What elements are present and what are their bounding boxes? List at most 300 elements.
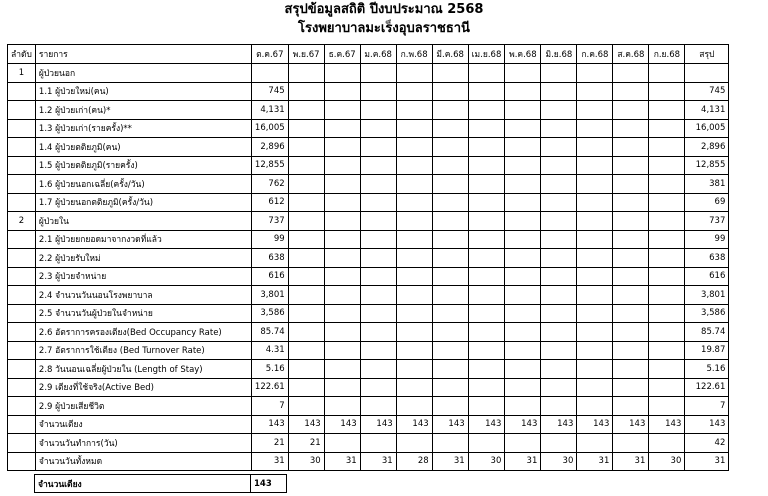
row-month-value bbox=[396, 138, 432, 157]
row-seq bbox=[8, 434, 36, 453]
row-summary-value: 99 bbox=[685, 230, 729, 249]
row-month-value: 4,131 bbox=[251, 101, 288, 120]
row-month-value bbox=[468, 434, 505, 453]
col-header-month: พ.ย.67 bbox=[288, 45, 324, 64]
row-month-value bbox=[324, 304, 360, 323]
col-header-month: ธ.ค.67 bbox=[324, 45, 360, 64]
row-seq: 2 bbox=[8, 212, 36, 231]
row-month-value: 143 bbox=[360, 415, 396, 434]
row-month-value bbox=[505, 175, 541, 194]
row-seq bbox=[8, 452, 36, 471]
row-month-value: 737 bbox=[251, 212, 288, 231]
row-month-value: 3,586 bbox=[251, 304, 288, 323]
row-item: จำนวนวันทำการ(วัน) bbox=[35, 434, 251, 453]
row-seq bbox=[8, 193, 36, 212]
row-month-value bbox=[432, 286, 468, 305]
row-month-value bbox=[613, 304, 649, 323]
row-seq bbox=[8, 156, 36, 175]
row-month-value: 31 bbox=[505, 452, 541, 471]
row-seq bbox=[8, 267, 36, 286]
row-month-value bbox=[288, 138, 324, 157]
row-month-value bbox=[360, 323, 396, 342]
row-month-value bbox=[649, 434, 685, 453]
row-month-value bbox=[541, 230, 577, 249]
row-seq bbox=[8, 341, 36, 360]
row-month-value bbox=[468, 341, 505, 360]
row-summary-value: 42 bbox=[685, 434, 729, 453]
row-month-value bbox=[360, 434, 396, 453]
row-month-value bbox=[468, 119, 505, 138]
row-month-value bbox=[613, 341, 649, 360]
row-month-value bbox=[468, 360, 505, 379]
row-month-value bbox=[324, 119, 360, 138]
row-month-value: 3,801 bbox=[251, 286, 288, 305]
col-header-month: ก.ค.68 bbox=[577, 45, 613, 64]
row-month-value bbox=[360, 212, 396, 231]
statistics-table bbox=[7, 44, 729, 471]
row-month-value bbox=[396, 82, 432, 101]
row-summary-value: 737 bbox=[685, 212, 729, 231]
row-month-value bbox=[396, 212, 432, 231]
row-month-value bbox=[360, 267, 396, 286]
row-item: 2.9 เตียงที่ใช้จริง(Active Bed) bbox=[35, 378, 251, 397]
row-month-value bbox=[468, 101, 505, 120]
row-month-value bbox=[505, 286, 541, 305]
row-month-value bbox=[649, 193, 685, 212]
row-month-value bbox=[360, 64, 396, 83]
row-month-value: 31 bbox=[613, 452, 649, 471]
row-seq bbox=[8, 138, 36, 157]
row-month-value bbox=[649, 119, 685, 138]
row-month-value bbox=[577, 360, 613, 379]
row-month-value bbox=[360, 119, 396, 138]
row-month-value bbox=[649, 230, 685, 249]
row-month-value bbox=[468, 230, 505, 249]
row-month-value bbox=[432, 267, 468, 286]
row-month-value bbox=[396, 267, 432, 286]
row-month-value bbox=[649, 304, 685, 323]
row-month-value bbox=[541, 378, 577, 397]
row-month-value bbox=[396, 175, 432, 194]
row-month-value bbox=[613, 230, 649, 249]
row-month-value bbox=[613, 212, 649, 231]
row-month-value bbox=[505, 119, 541, 138]
col-header-month: ก.ย.68 bbox=[649, 45, 685, 64]
row-month-value: 616 bbox=[251, 267, 288, 286]
row-month-value: 31 bbox=[577, 452, 613, 471]
row-month-value bbox=[288, 82, 324, 101]
row-month-value bbox=[505, 212, 541, 231]
row-month-value bbox=[324, 267, 360, 286]
row-summary-value: 122.61 bbox=[685, 378, 729, 397]
row-month-value bbox=[324, 323, 360, 342]
row-month-value bbox=[541, 193, 577, 212]
row-month-value bbox=[541, 249, 577, 268]
bed-summary-table bbox=[34, 474, 287, 493]
row-month-value bbox=[432, 230, 468, 249]
row-month-value bbox=[396, 323, 432, 342]
col-header-month: ม.ค.68 bbox=[360, 45, 396, 64]
col-header-month: เม.ย.68 bbox=[468, 45, 505, 64]
row-summary-value: 381 bbox=[685, 175, 729, 194]
col-header-month: มิ.ย.68 bbox=[541, 45, 577, 64]
row-month-value bbox=[613, 397, 649, 416]
col-header-seq: ลำดับ bbox=[8, 45, 36, 64]
row-item: 1.5 ผู้ป่วยตติยภูมิ(รายครั้ง) bbox=[35, 156, 251, 175]
row-month-value: 30 bbox=[288, 452, 324, 471]
row-item: 1.2 ผู้ป่วยเก่า(คน)* bbox=[35, 101, 251, 120]
row-month-value bbox=[396, 434, 432, 453]
col-header-month: ต.ค.67 bbox=[251, 45, 288, 64]
row-month-value bbox=[324, 82, 360, 101]
row-month-value bbox=[288, 230, 324, 249]
row-seq bbox=[8, 249, 36, 268]
row-month-value bbox=[649, 397, 685, 416]
row-month-value bbox=[360, 175, 396, 194]
row-month-value bbox=[577, 138, 613, 157]
row-month-value bbox=[613, 323, 649, 342]
row-month-value bbox=[649, 341, 685, 360]
row-month-value bbox=[541, 434, 577, 453]
row-month-value bbox=[468, 304, 505, 323]
row-month-value bbox=[649, 267, 685, 286]
row-month-value: 28 bbox=[396, 452, 432, 471]
row-month-value bbox=[505, 156, 541, 175]
row-seq bbox=[8, 82, 36, 101]
row-month-value bbox=[505, 360, 541, 379]
row-month-value: 85.74 bbox=[251, 323, 288, 342]
col-header-summary: สรุป bbox=[685, 45, 729, 64]
row-month-value bbox=[324, 341, 360, 360]
row-month-value bbox=[541, 304, 577, 323]
row-item: 2.7 อัตราการใช้เตียง (Bed Turnover Rate) bbox=[35, 341, 251, 360]
row-month-value bbox=[468, 193, 505, 212]
row-month-value bbox=[505, 138, 541, 157]
table-row bbox=[8, 156, 729, 175]
row-month-value bbox=[288, 341, 324, 360]
row-month-value bbox=[577, 193, 613, 212]
row-seq bbox=[8, 119, 36, 138]
row-month-value bbox=[541, 267, 577, 286]
row-month-value bbox=[577, 230, 613, 249]
row-month-value bbox=[324, 230, 360, 249]
row-month-value bbox=[360, 193, 396, 212]
row-item: 2.2 ผู้ป่วยรับใหม่ bbox=[35, 249, 251, 268]
col-header-item: รายการ bbox=[35, 45, 251, 64]
row-summary-value: 4,131 bbox=[685, 101, 729, 120]
row-month-value bbox=[541, 286, 577, 305]
row-item: จำนวนเตียง bbox=[35, 415, 251, 434]
row-month-value bbox=[541, 156, 577, 175]
row-seq bbox=[8, 378, 36, 397]
row-month-value bbox=[577, 286, 613, 305]
row-month-value bbox=[649, 323, 685, 342]
row-month-value bbox=[432, 82, 468, 101]
row-month-value bbox=[505, 267, 541, 286]
row-month-value: 2,896 bbox=[251, 138, 288, 157]
row-month-value bbox=[432, 101, 468, 120]
row-month-value bbox=[396, 304, 432, 323]
row-month-value bbox=[360, 138, 396, 157]
row-month-value: 31 bbox=[324, 452, 360, 471]
row-month-value bbox=[468, 64, 505, 83]
row-month-value bbox=[613, 360, 649, 379]
row-month-value bbox=[505, 249, 541, 268]
row-month-value bbox=[613, 119, 649, 138]
row-month-value bbox=[505, 64, 541, 83]
row-summary-value: 7 bbox=[685, 397, 729, 416]
row-month-value bbox=[468, 323, 505, 342]
table-row bbox=[8, 341, 729, 360]
row-month-value bbox=[288, 64, 324, 83]
row-month-value bbox=[613, 64, 649, 83]
row-month-value bbox=[541, 64, 577, 83]
row-month-value bbox=[613, 82, 649, 101]
row-month-value bbox=[541, 101, 577, 120]
row-month-value bbox=[468, 82, 505, 101]
row-seq bbox=[8, 415, 36, 434]
row-month-value bbox=[649, 249, 685, 268]
row-summary-value: 638 bbox=[685, 249, 729, 268]
row-month-value bbox=[577, 119, 613, 138]
row-month-value bbox=[288, 304, 324, 323]
row-summary-value bbox=[685, 64, 729, 83]
row-month-value bbox=[324, 434, 360, 453]
row-month-value bbox=[613, 434, 649, 453]
table-row bbox=[8, 267, 729, 286]
row-month-value: 16,005 bbox=[251, 119, 288, 138]
row-item: 1.7 ผู้ป่วยนอกตติยภูมิ(ครั้ง/วัน) bbox=[35, 193, 251, 212]
row-month-value bbox=[360, 378, 396, 397]
row-seq bbox=[8, 323, 36, 342]
row-month-value bbox=[432, 323, 468, 342]
row-month-value bbox=[541, 138, 577, 157]
row-month-value bbox=[613, 267, 649, 286]
row-month-value bbox=[432, 397, 468, 416]
row-month-value bbox=[432, 64, 468, 83]
table-row bbox=[8, 101, 729, 120]
row-item: 2.9 ผู้ป่วยเสียชีวิต bbox=[35, 397, 251, 416]
row-seq bbox=[8, 286, 36, 305]
row-month-value bbox=[505, 193, 541, 212]
table-row bbox=[8, 286, 729, 305]
table-row bbox=[8, 360, 729, 379]
row-month-value bbox=[396, 64, 432, 83]
row-month-value: 143 bbox=[613, 415, 649, 434]
row-item: 1.1 ผู้ป่วยใหม่(คน) bbox=[35, 82, 251, 101]
row-month-value bbox=[613, 175, 649, 194]
row-month-value: 31 bbox=[251, 452, 288, 471]
bed-summary-value: 143 bbox=[251, 475, 287, 493]
col-header-month: ก.พ.68 bbox=[396, 45, 432, 64]
row-month-value bbox=[541, 212, 577, 231]
table-row bbox=[8, 119, 729, 138]
row-month-value bbox=[360, 286, 396, 305]
row-month-value bbox=[432, 212, 468, 231]
row-month-value bbox=[432, 434, 468, 453]
row-item: 1.3 ผู้ป่วยเก่า(รายครั้ง)** bbox=[35, 119, 251, 138]
row-month-value: 143 bbox=[288, 415, 324, 434]
row-month-value bbox=[577, 212, 613, 231]
row-summary-value: 85.74 bbox=[685, 323, 729, 342]
row-month-value bbox=[324, 64, 360, 83]
row-month-value: 143 bbox=[649, 415, 685, 434]
row-month-value bbox=[649, 360, 685, 379]
row-month-value bbox=[541, 82, 577, 101]
table-row bbox=[8, 397, 729, 416]
row-month-value bbox=[288, 267, 324, 286]
row-summary-value: 5.16 bbox=[685, 360, 729, 379]
row-month-value bbox=[505, 230, 541, 249]
row-month-value: 30 bbox=[468, 452, 505, 471]
row-month-value bbox=[288, 323, 324, 342]
row-month-value: 143 bbox=[468, 415, 505, 434]
row-month-value bbox=[468, 175, 505, 194]
row-month-value bbox=[432, 175, 468, 194]
row-month-value bbox=[577, 249, 613, 268]
row-month-value bbox=[396, 360, 432, 379]
row-month-value bbox=[541, 175, 577, 194]
row-month-value bbox=[613, 193, 649, 212]
row-month-value: 143 bbox=[251, 415, 288, 434]
table-row bbox=[8, 64, 729, 83]
row-month-value: 31 bbox=[360, 452, 396, 471]
row-month-value bbox=[577, 434, 613, 453]
row-item: 2.3 ผู้ป่วยจำหน่าย bbox=[35, 267, 251, 286]
row-item: 2.5 จำนวนวันผู้ป่วยในจำหน่าย bbox=[35, 304, 251, 323]
row-month-value bbox=[541, 360, 577, 379]
row-month-value bbox=[505, 378, 541, 397]
row-month-value bbox=[577, 323, 613, 342]
row-month-value bbox=[541, 341, 577, 360]
row-month-value: 638 bbox=[251, 249, 288, 268]
row-month-value: 4.31 bbox=[251, 341, 288, 360]
row-month-value bbox=[649, 175, 685, 194]
row-month-value bbox=[649, 212, 685, 231]
row-month-value bbox=[396, 119, 432, 138]
row-month-value bbox=[577, 64, 613, 83]
row-month-value bbox=[577, 304, 613, 323]
row-month-value bbox=[324, 360, 360, 379]
table-row bbox=[8, 82, 729, 101]
row-month-value bbox=[288, 378, 324, 397]
row-month-value bbox=[360, 101, 396, 120]
row-month-value: 143 bbox=[541, 415, 577, 434]
row-month-value bbox=[396, 156, 432, 175]
row-month-value bbox=[324, 101, 360, 120]
row-month-value bbox=[577, 82, 613, 101]
row-month-value bbox=[541, 119, 577, 138]
row-summary-value: 19.87 bbox=[685, 341, 729, 360]
row-summary-value: 745 bbox=[685, 82, 729, 101]
row-item: 1.4 ผู้ป่วยตติยภูมิ(คน) bbox=[35, 138, 251, 157]
row-month-value bbox=[613, 249, 649, 268]
row-summary-value: 3,801 bbox=[685, 286, 729, 305]
row-month-value bbox=[288, 119, 324, 138]
table-row bbox=[8, 415, 729, 434]
page-subtitle: โรงพยาบาลมะเร็งอุบลราชธานี bbox=[298, 21, 470, 36]
row-month-value bbox=[468, 286, 505, 305]
row-month-value bbox=[324, 378, 360, 397]
row-month-value bbox=[505, 341, 541, 360]
row-month-value bbox=[505, 323, 541, 342]
table-row bbox=[8, 304, 729, 323]
row-month-value bbox=[360, 304, 396, 323]
row-month-value: 143 bbox=[505, 415, 541, 434]
row-month-value bbox=[468, 249, 505, 268]
row-month-value bbox=[613, 286, 649, 305]
row-month-value bbox=[396, 249, 432, 268]
row-month-value bbox=[324, 156, 360, 175]
row-month-value bbox=[324, 249, 360, 268]
row-month-value bbox=[505, 434, 541, 453]
row-month-value bbox=[324, 397, 360, 416]
row-month-value: 122.61 bbox=[251, 378, 288, 397]
row-item: 2.4 จำนวนวันนอนโรงพยาบาล bbox=[35, 286, 251, 305]
row-month-value bbox=[288, 360, 324, 379]
table-row bbox=[8, 434, 729, 453]
row-summary-value: 3,586 bbox=[685, 304, 729, 323]
row-month-value: 30 bbox=[541, 452, 577, 471]
row-month-value bbox=[577, 341, 613, 360]
row-month-value bbox=[288, 249, 324, 268]
row-month-value bbox=[577, 267, 613, 286]
row-month-value bbox=[396, 286, 432, 305]
table-row bbox=[8, 212, 729, 231]
row-month-value bbox=[468, 267, 505, 286]
row-month-value: 7 bbox=[251, 397, 288, 416]
row-month-value bbox=[360, 249, 396, 268]
row-summary-value: 69 bbox=[685, 193, 729, 212]
row-month-value: 12,855 bbox=[251, 156, 288, 175]
row-seq bbox=[8, 230, 36, 249]
row-month-value: 745 bbox=[251, 82, 288, 101]
row-month-value bbox=[505, 101, 541, 120]
row-month-value bbox=[432, 341, 468, 360]
row-month-value bbox=[396, 378, 432, 397]
row-month-value bbox=[288, 101, 324, 120]
row-month-value bbox=[613, 156, 649, 175]
row-month-value bbox=[649, 286, 685, 305]
row-month-value: 21 bbox=[251, 434, 288, 453]
row-month-value bbox=[649, 64, 685, 83]
row-month-value bbox=[360, 397, 396, 416]
row-month-value: 143 bbox=[396, 415, 432, 434]
row-seq bbox=[8, 397, 36, 416]
row-month-value bbox=[324, 212, 360, 231]
row-month-value bbox=[324, 138, 360, 157]
row-month-value bbox=[577, 101, 613, 120]
row-month-value bbox=[288, 397, 324, 416]
row-item: 2.8 วันนอนเฉลี่ยผู้ป่วยใน (Length of Stay) bbox=[35, 360, 251, 379]
row-month-value bbox=[649, 101, 685, 120]
col-header-month: พ.ค.68 bbox=[505, 45, 541, 64]
row-item: 2.6 อัตราการครองเตียง(Bed Occupancy Rate) bbox=[35, 323, 251, 342]
row-seq bbox=[8, 175, 36, 194]
row-month-value: 143 bbox=[432, 415, 468, 434]
row-month-value bbox=[288, 193, 324, 212]
row-month-value bbox=[396, 397, 432, 416]
row-month-value bbox=[432, 193, 468, 212]
row-month-value bbox=[360, 360, 396, 379]
row-month-value: 143 bbox=[324, 415, 360, 434]
row-month-value: 21 bbox=[288, 434, 324, 453]
row-item: 2.1 ผู้ป่วยยกยอดมาจากงวดที่แล้ว bbox=[35, 230, 251, 249]
row-month-value bbox=[360, 82, 396, 101]
table-row bbox=[8, 323, 729, 342]
row-seq bbox=[8, 101, 36, 120]
row-month-value: 5.16 bbox=[251, 360, 288, 379]
